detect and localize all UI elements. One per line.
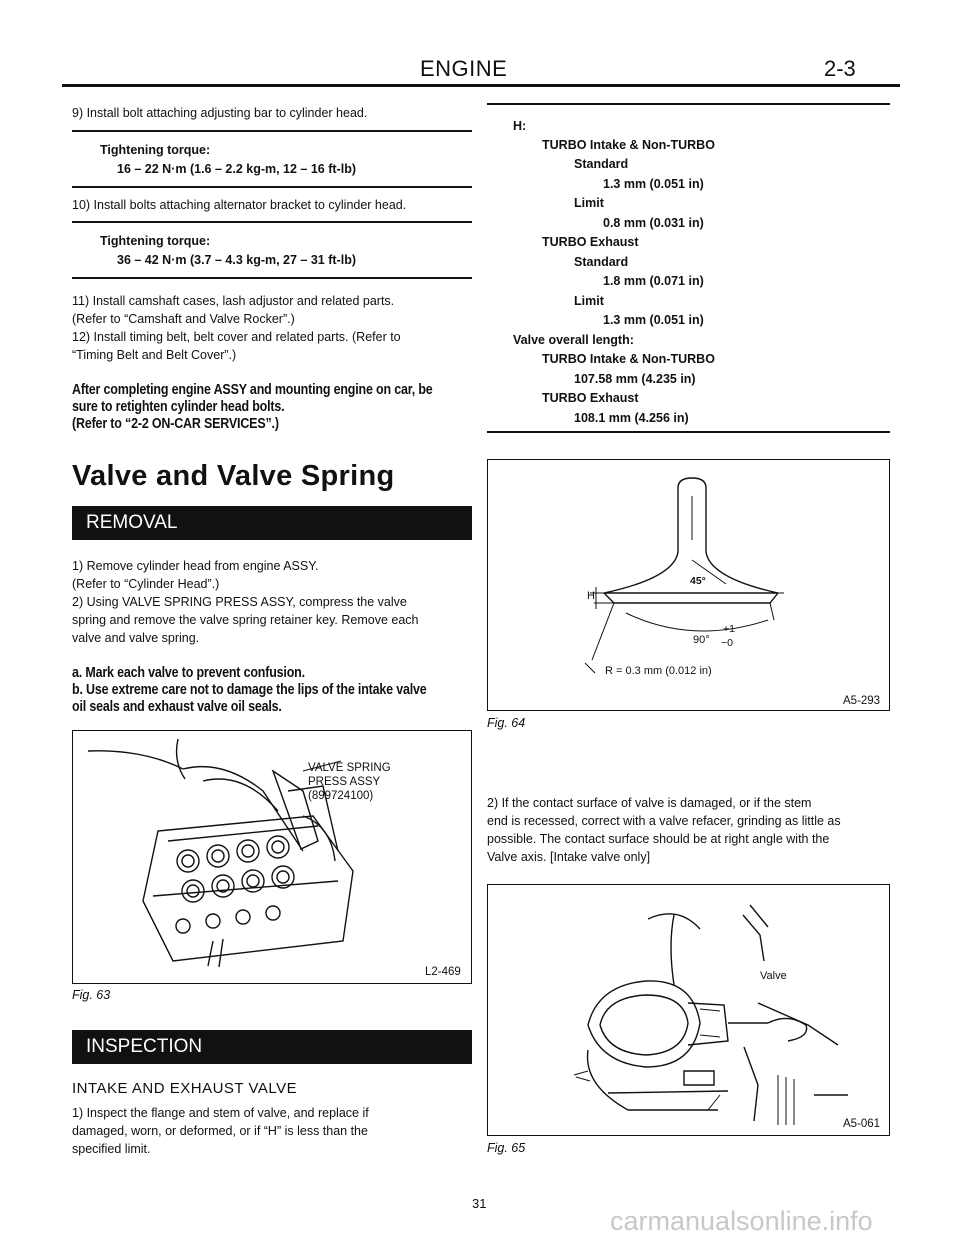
page-title: ENGINE (420, 56, 508, 81)
spec-line: 1.3 mm (0.051 in) (603, 313, 704, 327)
inspection-step-1: damaged, worn, or deformed, or if “H” is less than the (72, 1124, 368, 1138)
spec-line: TURBO Intake & Non-TURBO (542, 138, 715, 152)
spec-line: TURBO Intake & Non-TURBO (542, 352, 715, 366)
torque-value: 36 – 42 N·m (3.7 – 4.3 kg-m, 27 – 31 ft-lb) (117, 253, 356, 267)
fig63-label: (899724100) (308, 790, 374, 802)
spec-line: 1.3 mm (0.051 in) (603, 177, 704, 191)
inspection-step-2: possible. The contact surface should be at right angle with the (487, 832, 830, 846)
caution-b: b. Use extreme care not to damage the lips of the intake valve (72, 682, 427, 698)
page-number: 31 (472, 1196, 487, 1211)
radius-label: R = 0.3 mm (0.012 in) (605, 665, 712, 677)
spec-line: H: (513, 119, 527, 133)
valve-label: Valve (760, 970, 787, 982)
spec-line: TURBO Exhaust (542, 235, 639, 249)
header-rule (62, 84, 900, 87)
removal-step-2: valve and valve spring. (72, 631, 200, 645)
divider (487, 431, 890, 433)
tolerance-plus: +1 (723, 623, 735, 635)
spec-line: TURBO Exhaust (542, 391, 639, 405)
removal-step-2: spring and remove the valve spring retainer key. Remove each (72, 613, 419, 627)
angle-90: 90° (693, 634, 710, 646)
subheading: INTAKE AND EXHAUST VALVE (72, 1080, 298, 1097)
note-line: (Refer to “2-2 ON-CAR SERVICES”.) (72, 416, 279, 432)
removal-step-1-ref: (Refer to “Cylinder Head”.) (72, 577, 220, 591)
spec-line: Limit (574, 294, 604, 308)
torque-label: Tightening torque: (100, 234, 211, 248)
watermark: carmanualsonline.info (610, 1206, 873, 1236)
inspection-banner: INSPECTION (72, 1030, 472, 1064)
spec-line: 0.8 mm (0.031 in) (603, 216, 704, 230)
angle-45: 45° (690, 575, 706, 587)
figure-caption: Fig. 63 (72, 988, 111, 1002)
step-12-ref: “Timing Belt and Belt Cover”.) (72, 348, 237, 362)
figure-caption: Fig. 64 (487, 716, 526, 730)
figure-caption: Fig. 65 (487, 1141, 526, 1155)
valve-spring-press-illustration (73, 731, 471, 983)
step-11-ref: (Refer to “Camshaft and Valve Rocker”.) (72, 312, 295, 326)
fig63-label: VALVE SPRING (308, 762, 391, 774)
figure-63 (72, 730, 472, 984)
divider (72, 130, 472, 132)
step-10: 10) Install bolts attaching alternator bracket to cylinder head. (72, 198, 407, 212)
divider (72, 221, 472, 223)
spec-line: Standard (574, 157, 629, 171)
removal-banner: REMOVAL (72, 506, 472, 540)
dim-h: H (587, 590, 595, 602)
divider (487, 103, 890, 105)
removal-step-1: 1) Remove cylinder head from engine ASSY. (72, 559, 319, 573)
caution-a: a. Mark each valve to prevent confusion. (72, 665, 305, 681)
divider (72, 186, 472, 188)
inspection-step-2: 2) If the contact surface of valve is damaged, or if the stem (487, 796, 812, 810)
spec-line: Standard (574, 255, 629, 269)
figure-65 (487, 884, 890, 1136)
step-9: 9) Install bolt attaching adjusting bar to cylinder head. (72, 106, 368, 120)
figure-code: A5-293 (843, 695, 881, 707)
torque-value: 16 – 22 N·m (1.6 – 2.2 kg-m, 12 – 16 ft-lb) (117, 162, 356, 176)
figure-code: L2-469 (425, 966, 461, 978)
note-line: After completing engine ASSY and mounting engine on car, be (72, 382, 433, 398)
section-number: 2-3 (824, 56, 856, 81)
inspection-step-2: Valve axis. [Intake valve only] (487, 850, 651, 864)
figure-code: A5-061 (843, 1118, 881, 1130)
note-line: sure to retighten cylinder head bolts. (72, 399, 285, 415)
spec-line: 1.8 mm (0.071 in) (603, 274, 704, 288)
spec-line: Limit (574, 196, 604, 210)
inspection-step-2: end is recessed, correct with a valve refacer, grinding as little as (487, 814, 841, 828)
valve-refacer-illustration (488, 885, 889, 1135)
caution-b: oil seals and exhaust valve oil seals. (72, 699, 282, 715)
spec-line: 107.58 mm (4.235 in) (574, 372, 696, 386)
spec-line: Valve overall length: (513, 333, 634, 347)
spec-line: 108.1 mm (4.256 in) (574, 411, 689, 425)
inspection-step-1: 1) Inspect the flange and stem of valve, and replace if (72, 1106, 369, 1120)
divider (72, 277, 472, 279)
inspection-step-1: specified limit. (72, 1142, 151, 1156)
step-12: 12) Install timing belt, belt cover and related parts. (Refer to (72, 330, 401, 344)
section-title: Valve and Valve Spring (72, 460, 395, 492)
tolerance-minus: −0 (721, 637, 733, 649)
torque-label: Tightening torque: (100, 143, 211, 157)
removal-step-2: 2) Using VALVE SPRING PRESS ASSY, compress the valve (72, 595, 407, 609)
step-11: 11) Install camshaft cases, lash adjustor and related parts. (72, 294, 395, 308)
fig63-label: PRESS ASSY (308, 776, 381, 788)
